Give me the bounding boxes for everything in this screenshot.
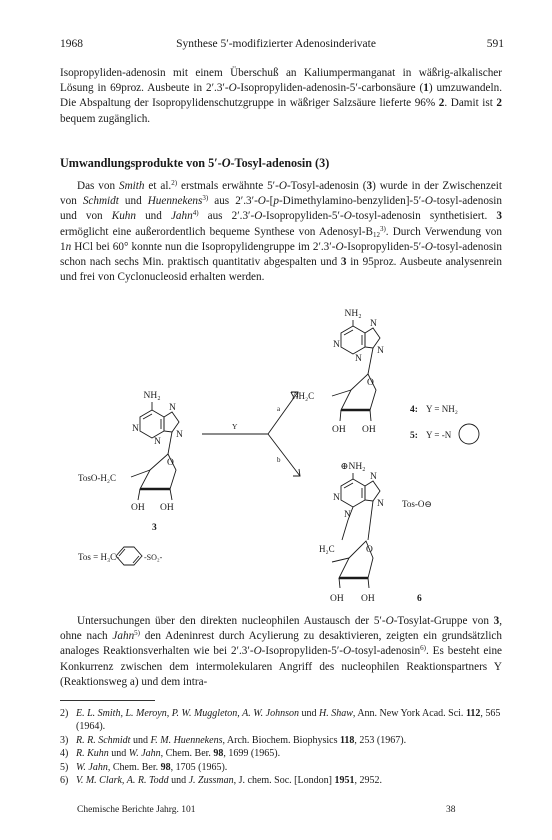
running-title: Synthese 5′-modifizierter Adenosinderivate xyxy=(176,38,376,50)
ring-oxygen-label: O xyxy=(167,458,174,468)
reaction-scheme xyxy=(0,305,552,610)
h2c-label: H₂C xyxy=(319,544,335,554)
continuation-paragraph-text: Untersuchungen über den direkten nucleophilen Austausch der 5′-O-Tosylat-Gruppe von 3, ohne nach Jahn$^{5)}$ den Adeninrest durch Acylierung zu desaktivieren, zeigten ein grundsätzlich analoges Reaktionsverhalten wie bei 2′.3′-O-Isopropyliden-5′-O-tosyl-adenosin$^{6)}$. Es besteht eine Konkurrenz zwischen dem intermolekularen Angriff des nucleophilen Reaktionspartners Y (Reaktionsweg a) und dem intra- xyxy=(60,615,503,688)
nh2-label-45: NH₂ xyxy=(344,309,362,319)
footnote-text: V. M. Clark, A. R. Todd und J. Zussman, J. chem. Soc. [London] 1951, 2952. xyxy=(76,775,382,787)
oh-label: OH xyxy=(361,594,375,604)
tos-o-h2c-label: TosO-H₂C xyxy=(78,473,117,483)
footnote-4 xyxy=(60,747,510,760)
n-label: N xyxy=(176,430,183,440)
footnote-text: R. R. Schmidt und F. M. Huennekens, Arch. Biochem. Biophysics 118, 253 (1967). xyxy=(76,734,407,746)
n-label: N xyxy=(333,493,340,503)
ring-oxygen-label: O xyxy=(367,378,374,388)
sheet-number: 38 xyxy=(446,805,456,815)
compound-3-label: 3 xyxy=(152,523,157,533)
oh-label: OH xyxy=(330,594,344,604)
section-paragraph xyxy=(60,179,502,285)
y-h2c-label: Y-H₂C xyxy=(290,391,315,401)
tolyl-ring xyxy=(116,547,142,565)
footnote-2 xyxy=(60,707,510,734)
n-label: N xyxy=(344,510,351,520)
section-paragraph-text: Das von Smith et al.$^{2)}$ erstmals erwähnte 5′-O-Tosyl-adenosin (3) wurde in der Zwischenzeit von Schmidt und Huennekens$^{3)}$ aus 2′.3′-O-[p-Dimethylamino-benzyliden]-5′-O-tosyl-adenosin und von Kuhn und Jahn$^{4)}$ aus 2′.3′-O-Isopropyliden-5′-O-tosyl-adenosin synthetisiert. 3 ermöglicht eine außerordentlich bequeme Synthese von Adenosyl-$B_{12}^{3)}$. Durch Verwendung von 1n HCl bei 60° konnte nun die Isopropylidengruppe im 2′.3′-O-Isopropyliden-5′-O-tosyl-adenosin schon nach sechs Min. praktisch quantitativ abgespalten und 3 in 95proz. Ausbeute analysenrein und frei von Cyclonucleosid erhalten werden. xyxy=(60,179,503,284)
path-a-label: a xyxy=(277,405,281,413)
y-eq-piperidine-label: Y = -N xyxy=(426,430,452,440)
nh2-plus-label: ⊕NH₂ xyxy=(340,462,366,472)
n-label: N xyxy=(169,403,176,413)
n-label: N xyxy=(333,340,340,350)
section-heading: Umwandlungsprodukte von 5′-O-Tosyl-adenosin (3) xyxy=(60,156,330,170)
oh-label: OH xyxy=(362,425,376,435)
y-eq-nh2-label: Y = NH₂ xyxy=(426,404,458,414)
path-b-label: b xyxy=(277,456,281,464)
nh2-label-3: NH₂ xyxy=(143,391,161,401)
intro-paragraph xyxy=(60,66,502,127)
page-number-right: 591 xyxy=(486,38,504,50)
reagent-y-label: Y xyxy=(232,422,238,431)
footnote-number: 4) xyxy=(60,748,69,760)
oh-label: OH xyxy=(131,503,145,513)
oh-label: OH xyxy=(332,425,346,435)
so2-label: -SO₂- xyxy=(144,553,163,562)
footnote-text: W. Jahn, Chem. Ber. 98, 1705 (1965). xyxy=(76,761,228,773)
continuation-paragraph xyxy=(60,614,502,690)
piperidine-ring xyxy=(459,424,479,444)
n-label: N xyxy=(377,346,384,356)
n-label: N xyxy=(154,437,161,447)
footnote-number: 3) xyxy=(60,734,69,746)
footnote-number: 6) xyxy=(60,775,69,787)
n-label: N xyxy=(370,472,377,482)
compound-5-label: 5: xyxy=(410,431,418,441)
footnotes xyxy=(60,707,510,787)
footnote-divider xyxy=(60,700,155,701)
footnote-5 xyxy=(60,761,510,774)
footnote-text: E. L. Smith, L. Meroyn, P. W. Muggleton, A. W. Johnson und H. Shaw, Ann. New York Acad. Sci. 112, 565 (1964). xyxy=(76,708,501,733)
n-label: N xyxy=(377,499,384,509)
n-label: N xyxy=(370,319,377,329)
intro-paragraph-text: Isopropyliden-adenosin mit einem Überschuß an Kaliumpermanganat in wäßrig-alkalischer Lösung in 69proz. Ausbeute in 2′.3′-O-Isopropyliden-adenosin-5′-carbonsäure (1) umzuwandeln. Die Abspaltung der Isopropylidenschutzgruppe in wäßriger Salzsäure lieferte 96% 2. Damit ist 2 bequem zugänglich. xyxy=(60,67,502,125)
oh-label: OH xyxy=(160,503,174,513)
n-label: N xyxy=(355,354,362,364)
ring-oxygen-label: O xyxy=(366,545,373,555)
footnote-number: 5) xyxy=(60,761,69,773)
n-label: N xyxy=(132,424,139,434)
footnote-3 xyxy=(60,734,510,747)
tosylate-anion-label: Tos-O⊖ xyxy=(402,499,432,509)
page-number-left: 1968 xyxy=(60,38,83,50)
footnote-6 xyxy=(60,774,510,787)
compound-6-label: 6 xyxy=(417,594,422,604)
reaction-arrows xyxy=(202,392,300,476)
tos-definition-label: Tos = H₃C- xyxy=(78,552,120,562)
journal-footer: Chemische Berichte Jahrg. 101 xyxy=(77,805,196,815)
footnote-text: R. Kuhn und W. Jahn, Chem. Ber. 98, 1699 (1965). xyxy=(76,748,281,760)
compound-4-label: 4: xyxy=(410,405,418,415)
footnote-number: 2) xyxy=(60,708,69,719)
